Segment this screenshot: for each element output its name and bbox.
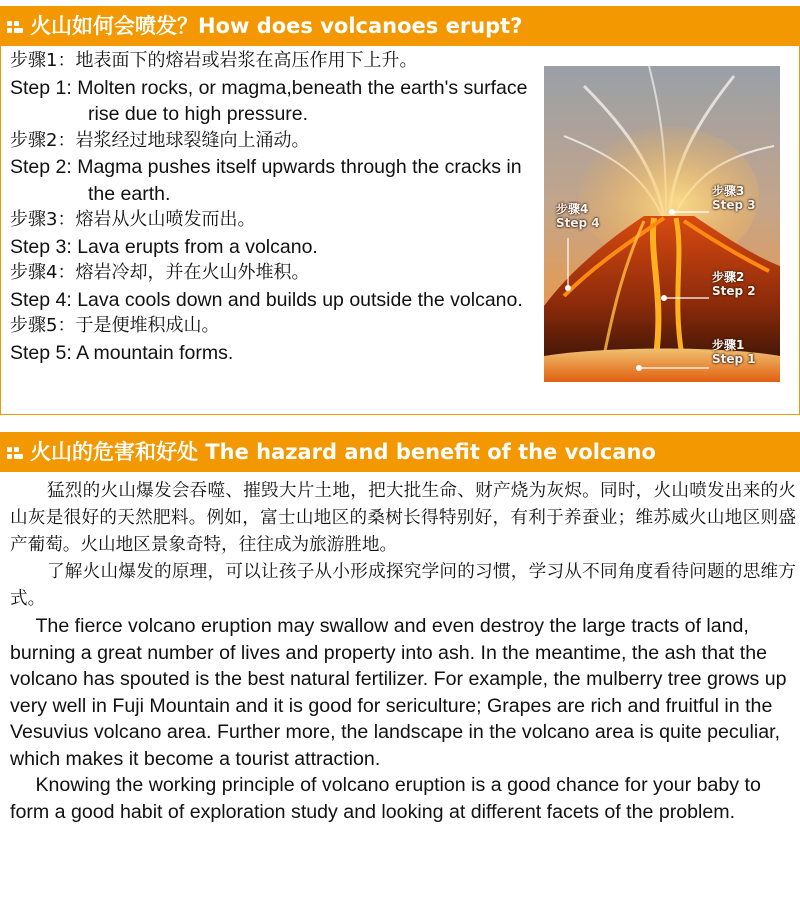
bullet-icon: [7, 21, 23, 33]
figure-label-step2: [712, 270, 756, 298]
section-title: 火山如何会喷发？How does volcanoes erupt?: [30, 14, 523, 38]
label-cn: 步骤2: [712, 270, 745, 284]
en-paragraph: The fierce volcano eruption may swallow and even destroy the large tracts of land, burning a great number of lives and property into ash. In the meantime, the ash that the volcano has spouted is the best natural fertilizer. For example, the mulberry tree grows up very well in Fuji Mountain and it is good for sericulture; Grapes are rich and fruitful in the Vesuvius volcano area. Further more, the landscape in the volcano area is quite peculiar, which makes it become a tourist attraction.: [10, 615, 787, 770]
step-cn: 步骤3：熔岩从火山喷发而出。: [10, 209, 256, 230]
label-cn: 步骤3: [712, 184, 745, 198]
label-en: Step 4: [556, 216, 600, 230]
step-en: Step 5: A mountain forms.: [10, 341, 234, 364]
label-en: Step 3: [712, 198, 756, 212]
figure-label-step1: [712, 338, 756, 366]
step-cn: 步骤2：岩浆经过地球裂缝向上涌动。: [10, 129, 310, 151]
cn-paragraph: 了解火山爆发的原理，可以让孩子从小形成探究学问的习惯，学习从不同角度看待问题的思维方式。: [10, 562, 796, 609]
label-en: Step 1: [712, 352, 756, 366]
step-cn: 步骤1：地表面下的熔岩或岩浆在高压作用下上升。: [10, 50, 418, 71]
volcano-illustration: [544, 66, 780, 382]
label-en: Step 2: [712, 284, 756, 298]
step-en: Step 2: Magma pushes itself upwards through the cracks in the earth.: [10, 156, 522, 205]
figure-label-step4: [556, 202, 600, 230]
cn-paragraph: 猛烈的火山爆发会吞噬、摧毁大片土地，把大批生命、财产烧为灰烬。同时，火山喷发出来的火山灰是很好的天然肥料。例如，富士山地区的桑树长得特别好，有利于养蚕业；维苏威火山地区则盛产葡萄。火山地区景象奇特，往往成为旅游胜地。: [10, 481, 796, 555]
section-header-eruption: [0, 6, 800, 46]
figure-label-step3: [712, 184, 756, 212]
bullet-icon: [7, 447, 23, 459]
hazard-benefit-text: [10, 478, 796, 825]
step-en: Step 4: Lava cools down and builds up outside the volcano.: [10, 288, 523, 311]
step-cn: 步骤5：于是便堆积成山。: [10, 315, 220, 336]
step-cn: 步骤4：熔岩冷却，并在火山外堆积。: [10, 262, 310, 283]
section-header-hazard: [0, 432, 800, 472]
label-cn: 步骤4: [556, 202, 589, 216]
step-en: Step 3: Lava erupts from a volcano.: [10, 235, 318, 258]
step-en: Step 1: Molten rocks, or magma,beneath the earth's surface rise due to high pressure.: [10, 76, 528, 125]
en-paragraph: Knowing the working principle of volcano eruption is a good chance for your baby to form a good habit of exploration study and looking at different facets of the problem.: [10, 774, 761, 823]
section-title: 火山的危害和好处 The hazard and benefit of the volcano: [30, 440, 656, 464]
label-cn: 步骤1: [712, 338, 745, 352]
steps-list: [10, 48, 540, 366]
